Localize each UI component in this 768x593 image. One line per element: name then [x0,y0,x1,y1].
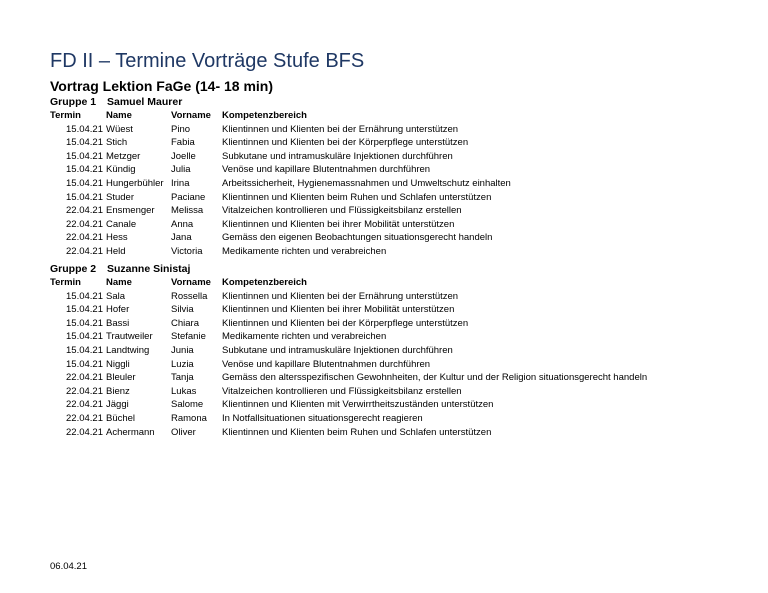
column-header-row [50,276,307,290]
cell-firstname: Ramona [171,412,207,424]
cell-firstname: Paciane [171,191,206,203]
cell-firstname: Victoria [171,245,203,257]
cell-competence: Medikamente richten und verabreichen [222,245,387,257]
group-label: Gruppe 1 [50,96,97,108]
cell-name: Landtwing [106,344,150,356]
cell-competence: Klientinnen und Klienten mit Verwirrtheitszuständen unterstützen [222,399,494,411]
cell-date: 15.04.21 [66,137,103,149]
page-subtitle: Vortrag Lektion FaGe (14- 18 min) [50,78,274,94]
cell-name: Büchel [106,412,136,424]
cell-competence: Medikamente richten und verabreichen [222,331,387,343]
table-row [50,231,493,245]
cell-name: Metzger [106,150,141,162]
table-row [50,123,459,137]
cell-date: 15.04.21 [66,164,103,176]
cell-date: 22.04.21 [66,232,103,244]
cell-date: 15.04.21 [66,304,103,316]
column-header-row [50,109,307,123]
cell-date: 15.04.21 [66,191,103,203]
cell-competence: Subkutane und intramuskuläre Injektionen durchführen [222,150,453,162]
table-row [50,358,431,372]
table-row [50,177,511,191]
table-row [50,290,459,304]
cell-date: 22.04.21 [66,412,103,424]
cell-firstname: Chiara [171,317,199,329]
footer-date: 06.04.21 [50,561,87,572]
table-row [50,385,462,399]
cell-name: Jäggi [106,399,129,411]
cell-competence: Klientinnen und Klienten bei ihrer Mobilität unterstützen [222,304,455,316]
table-row [50,330,387,344]
cell-firstname: Fabia [171,137,195,149]
cell-date: 15.04.21 [66,358,103,370]
cell-competence: Klientinnen und Klienten beim Ruhen und Schlafen unterstützen [222,191,492,203]
cell-competence: Klientinnen und Klienten bei der Körperpflege unterstützen [222,317,469,329]
table-row [50,204,462,218]
cell-firstname: Junia [171,344,194,356]
cell-date: 22.04.21 [66,385,103,397]
cell-name: Hofer [106,304,130,316]
cell-date: 22.04.21 [66,372,103,384]
group-teacher: Suzanne Sinistaj [107,263,191,275]
group-1 [50,96,511,259]
cell-name: Canale [106,218,137,230]
cell-date: 15.04.21 [66,290,103,302]
cell-name: Wüest [106,123,133,135]
table-row [50,371,648,385]
cell-date: 22.04.21 [66,205,103,217]
table-row [50,398,494,412]
cell-date: 22.04.21 [66,245,103,257]
cell-competence: Gemäss den altersspezifischen Gewohnheiten, der Kultur und der Religion situationsgerecht handeln [222,372,648,384]
table-row [50,191,492,205]
group-2 [50,263,648,439]
column-header-comp: Kompetenzbereich [222,277,307,288]
column-header-name: Name [106,110,132,121]
cell-name: Hungerbühler [106,177,164,189]
column-header-first: Vorname [171,277,211,288]
cell-firstname: Jana [171,232,192,244]
column-header-first: Vorname [171,110,211,121]
cell-name: Ensmenger [106,205,155,217]
cell-date: 15.04.21 [66,344,103,356]
table-row [50,150,453,164]
cell-firstname: Rossella [171,290,208,302]
cell-competence: Arbeitssicherheit, Hygienemassnahmen und Umweltschutz einhalten [222,177,511,189]
cell-competence: Gemäss den eigenen Beobachtungen situationsgerecht handeln [222,232,493,244]
group-header [50,96,182,109]
cell-firstname: Pino [171,123,191,135]
table-row [50,303,455,317]
group-label: Gruppe 2 [50,263,97,275]
column-header-name: Name [106,277,132,288]
cell-name: Stich [106,137,128,149]
table-row [50,245,387,259]
cell-date: 22.04.21 [66,218,103,230]
cell-date: 15.04.21 [66,331,103,343]
column-header-date: Termin [50,110,81,121]
cell-name: Studer [106,191,134,203]
cell-firstname: Irina [171,177,190,189]
cell-firstname: Anna [171,218,194,230]
page-title: FD II – Termine Vorträge Stufe BFS [50,50,365,72]
cell-date: 22.04.21 [66,426,103,438]
cell-name: Bleuler [106,372,136,384]
cell-firstname: Luzia [171,358,194,370]
cell-competence: Vitalzeichen kontrollieren und Flüssigkeitsbilanz erstellen [222,385,462,397]
column-header-date: Termin [50,277,81,288]
cell-competence: Vitalzeichen kontrollieren und Flüssigkeitsbilanz erstellen [222,205,462,217]
table-row [50,344,453,358]
cell-name: Trautweiler [106,331,153,343]
cell-name: Bienz [106,385,130,397]
cell-competence: Klientinnen und Klienten bei ihrer Mobilität unterstützen [222,218,455,230]
cell-firstname: Joelle [171,150,196,162]
cell-date: 15.04.21 [66,123,103,135]
column-header-comp: Kompetenzbereich [222,110,307,121]
table-row [50,412,423,426]
cell-name: Achermann [106,426,155,438]
cell-firstname: Melissa [171,205,204,217]
cell-firstname: Lukas [171,385,197,397]
cell-competence: Venöse und kapillare Blutentnahmen durchführen [222,164,431,176]
cell-firstname: Salome [171,399,204,411]
cell-competence: Venöse und kapillare Blutentnahmen durchführen [222,358,431,370]
cell-name: Kündig [106,164,136,176]
table-row [50,317,469,331]
cell-firstname: Silvia [171,304,194,316]
cell-date: 15.04.21 [66,317,103,329]
cell-competence: Klientinnen und Klienten bei der Körperpflege unterstützen [222,137,469,149]
cell-name: Bassi [106,317,130,329]
cell-firstname: Oliver [171,426,196,438]
table-row [50,218,455,232]
cell-date: 22.04.21 [66,399,103,411]
group-teacher: Samuel Maurer [107,96,183,108]
cell-name: Hess [106,232,128,244]
table-row [50,136,469,150]
table-row [50,163,431,177]
cell-competence: In Notfallsituationen situationsgerecht reagieren [222,412,423,424]
cell-firstname: Julia [171,164,191,176]
group-header [50,263,190,276]
cell-competence: Klientinnen und Klienten bei der Ernährung unterstützen [222,123,459,135]
cell-name: Sala [106,290,126,302]
cell-firstname: Tanja [171,372,194,384]
cell-name: Held [106,245,126,257]
cell-date: 15.04.21 [66,177,103,189]
cell-firstname: Stefanie [171,331,206,343]
cell-competence: Klientinnen und Klienten bei der Ernährung unterstützen [222,290,459,302]
table-row [50,426,492,440]
cell-competence: Klientinnen und Klienten beim Ruhen und Schlafen unterstützen [222,426,492,438]
cell-date: 15.04.21 [66,150,103,162]
cell-name: Niggli [106,358,130,370]
cell-competence: Subkutane und intramuskuläre Injektionen durchführen [222,344,453,356]
